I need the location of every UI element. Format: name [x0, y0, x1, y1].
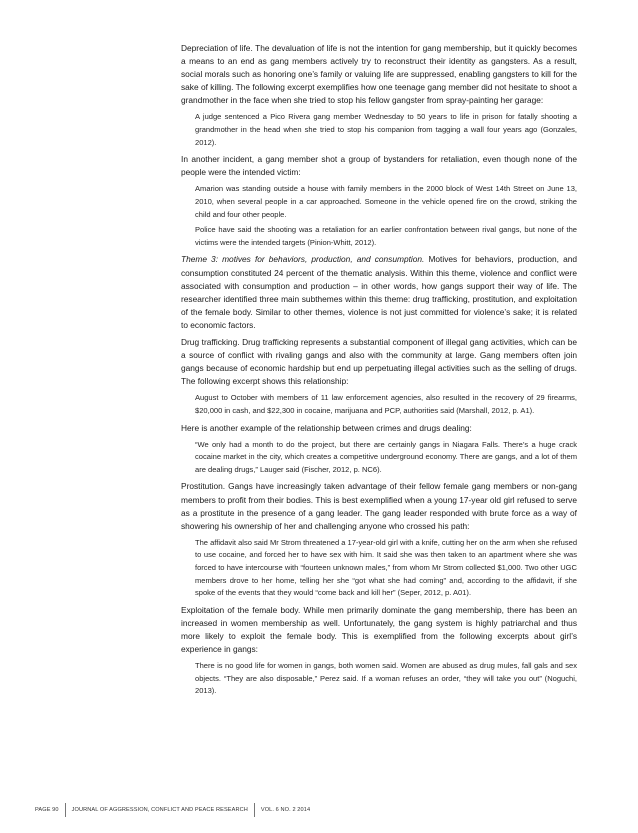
paragraph-drug-trafficking: Drug trafficking. Drug trafficking represents a substantial component of illegal gang activities, which can be a source of conflict with rivaling gangs and also with the community at large. Gang members often join gangs because of economic hardship but end up perpetuating illegal activities such as the selling of drugs. The following excerpt shows this relationship: — [181, 336, 577, 387]
quote-marshall: August to October with members of 11 law enforcement agencies, also resulted in the recovery of 29 firearms, $20,000 in cash, and $22,300 in cocaine, marijuana and PCP, authorities said (Marshall, 2012, p. A1). — [195, 393, 577, 415]
page-number: PAGE 90 — [35, 807, 59, 813]
quote-pinion-whitt: Police have said the shooting was a retaliation for an earlier confrontation between rival gangs, but none of the victims were the intended targets (Pinion-Whitt, 2012). — [195, 225, 577, 247]
quote-seper: The affidavit also said Mr Strom threatened a 17-year-old girl with a knife, cutting her on the arm when she refused to use cocaine, and forced her to have sex with him. It said she was then taken to an apartment where she was forced to have intercourse with “fourteen unknown males,” from whom Mr Strom collected $1,000. Two other UGC members drove to her home, telling her she “got what she had coming” and, according to the affidavit, if she spoke of the events that they would “come back and kill her” (Seper, 2012, p. A01). — [195, 537, 578, 598]
theme-3-heading: Theme 3: motives for behaviors, production, and consumption. — [181, 254, 425, 265]
journal-name: JOURNAL OF AGGRESSION, CONFLICT AND PEACE RESEARCH — [71, 807, 248, 813]
footer-divider — [65, 803, 66, 817]
quote-amarion: Amarion was standing outside a house with family members in the 2000 block of West 14th Street on June 13, 2010, when several people in a car approached. Someone in the vehicle opened fire on the crowd, striking the child and four other people. — [195, 184, 577, 219]
paragraph-prostitution: Prostitution. Gangs have increasingly taken advantage of their fellow female gang members or non-gang members to profit from their bodies. This is best exemplified when a young 17-year old girl refused to serve as a prostitute in the presence of a gang leader. The gang leader responded with brute force as a way of showering his ownership of her and challenging anyone who crossed his path: — [181, 481, 577, 531]
quote-fischer: “We only had a month to do the project, but there are certainly gangs in Niagara Falls. There’s a huge crack cocaine market in the city, which creates a competitive underground economy. There are gangs, and a lot of them are dealing drugs,” Lauger said (Fischer, 2012, p. NC6). — [195, 439, 577, 474]
journal-volume: VOL. 6 NO. 2 2014 — [260, 807, 311, 813]
quote-gonzales: A judge sentenced a Pico Rivera gang member Wednesday to 50 years to life in prison for fatally shooting a grandmother in the head when she tried to stop his companion from tagging a wall four years ago (Gonzales, 2012). — [195, 112, 577, 147]
paragraph-depreciation-of-life: Depreciation of life. The devaluation of life is not the intention for gang membership, but it quickly becomes a means to an end as gang members actively try to reconstruct their identity as gangsters. As a result, social morals such as honoring one’s family or valuing life are suppressed, enabling gangsters to kill for the sake of killing. The following excerpt exemplifies how one teenage gang member did not hesitate to shoot a grandmother in the face when she tried to stop his fellow gangster from spray-painting her garage: — [181, 43, 577, 106]
quote-noguchi: There is no good life for women in gangs, both women said. Women are abused as drug mules, fall gals and sex objects. “They are also disposable,” Perez said. If a woman refuses an order, “they will take you out” (Noguchi, 2013). — [195, 661, 577, 696]
paragraph-theme-3 — [181, 253, 577, 332]
paragraph-exploitation: Exploitation of the female body. While men primarily dominate the gang membership, there has been an increased in women membership as well. Unfortunately, the gang system is highly patriarchal and thus more likely to exploit the female body. This is exemplified from the following excerpts about girl’s experience in gangs: — [181, 604, 577, 655]
paragraph-another-incident: In another incident, a gang member shot a group of bystanders for retaliation, even though none of the people were the intended victim: — [181, 154, 577, 178]
page-footer — [35, 803, 310, 817]
footer-divider — [254, 803, 255, 817]
article-body — [181, 42, 577, 702]
paragraph-another-example: Here is another example of the relationship between crimes and drugs dealing: — [181, 422, 472, 433]
theme-3-text: Motives for behaviors, production, and consumption constituted 24 percent of the thematic analysis. Within this theme, violence and conflict were associated with consumption and production – in other words, how gangs support their way of life. The researcher identified three main subthemes within this theme: drug trafficking, prostitution, and exploitation of the female body. Similar to other themes, violence is not just committed for violence’s sake; it is related to economic factors. — [181, 254, 578, 330]
